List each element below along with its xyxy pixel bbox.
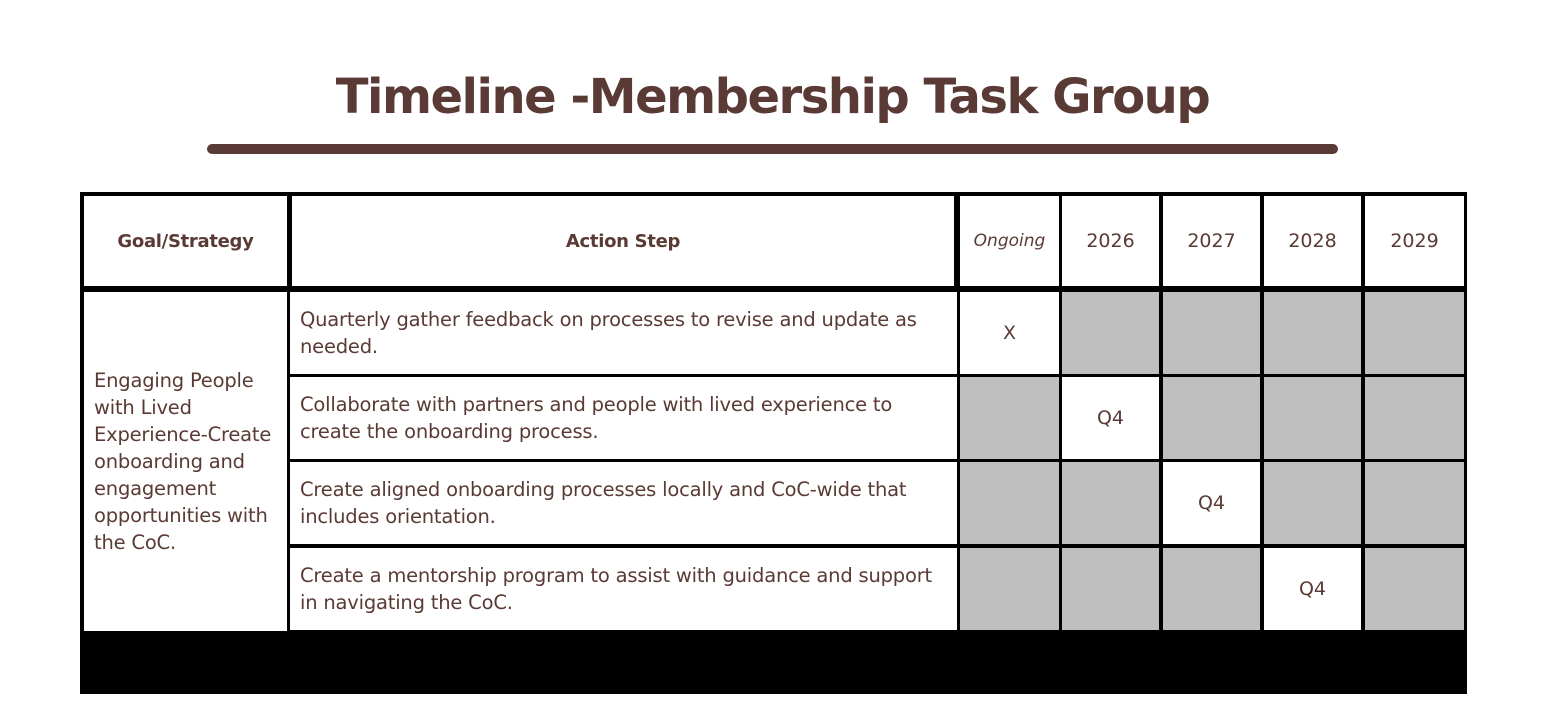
timeline-cell-ongoing <box>960 377 1059 459</box>
timeline-cell-2028: Q4 <box>1264 548 1361 630</box>
timeline-cell-2026 <box>1062 292 1159 374</box>
timeline-cell-ongoing <box>960 548 1059 630</box>
timeline-cell-2028 <box>1264 462 1361 544</box>
header-year-2027: 2027 <box>1163 196 1260 286</box>
timeline-cell-2026 <box>1062 462 1159 544</box>
timeline-cell-2029 <box>1365 377 1464 459</box>
timeline-cell-2028 <box>1264 377 1361 459</box>
goal-strategy-cell: Engaging People with Lived Experience-Create onboarding and engagement opportunities with the CoC. <box>84 292 287 631</box>
action-step-cell: Create aligned onboarding processes locally and CoC-wide that includes orientation. <box>290 462 957 544</box>
timeline-cell-2026: Q4 <box>1062 377 1159 459</box>
timeline-cell-2027 <box>1163 377 1260 459</box>
timeline-cell-ongoing: X <box>960 292 1059 374</box>
header-action-step: Action Step <box>292 196 954 286</box>
action-step-cell: Create a mentorship program to assist with guidance and support in navigating the CoC. <box>290 548 957 630</box>
header-year-2028: 2028 <box>1264 196 1361 286</box>
action-step-cell: Collaborate with partners and people with lived experience to create the onboarding process. <box>290 377 957 459</box>
timeline-cell-2027 <box>1163 292 1260 374</box>
timeline-cell-2027 <box>1163 548 1260 630</box>
header-year-2029: 2029 <box>1365 196 1464 286</box>
timeline-cell-2026 <box>1062 548 1159 630</box>
timeline-cell-2028 <box>1264 292 1361 374</box>
timeline-cell-2029 <box>1365 548 1464 630</box>
action-step-cell: Quarterly gather feedback on processes to revise and update as needed. <box>290 292 957 374</box>
timeline-cell-2029 <box>1365 462 1464 544</box>
timeline-cell-ongoing <box>960 462 1059 544</box>
timeline-cell-2029 <box>1365 292 1464 374</box>
header-goal-strategy: Goal/Strategy <box>84 196 287 286</box>
title-underline <box>207 144 1338 154</box>
header-year-2026: 2026 <box>1062 196 1159 286</box>
page-title: Timeline -Membership Task Group <box>335 69 1210 125</box>
timeline-cell-2027: Q4 <box>1163 462 1260 544</box>
header-ongoing: Ongoing <box>960 196 1059 286</box>
